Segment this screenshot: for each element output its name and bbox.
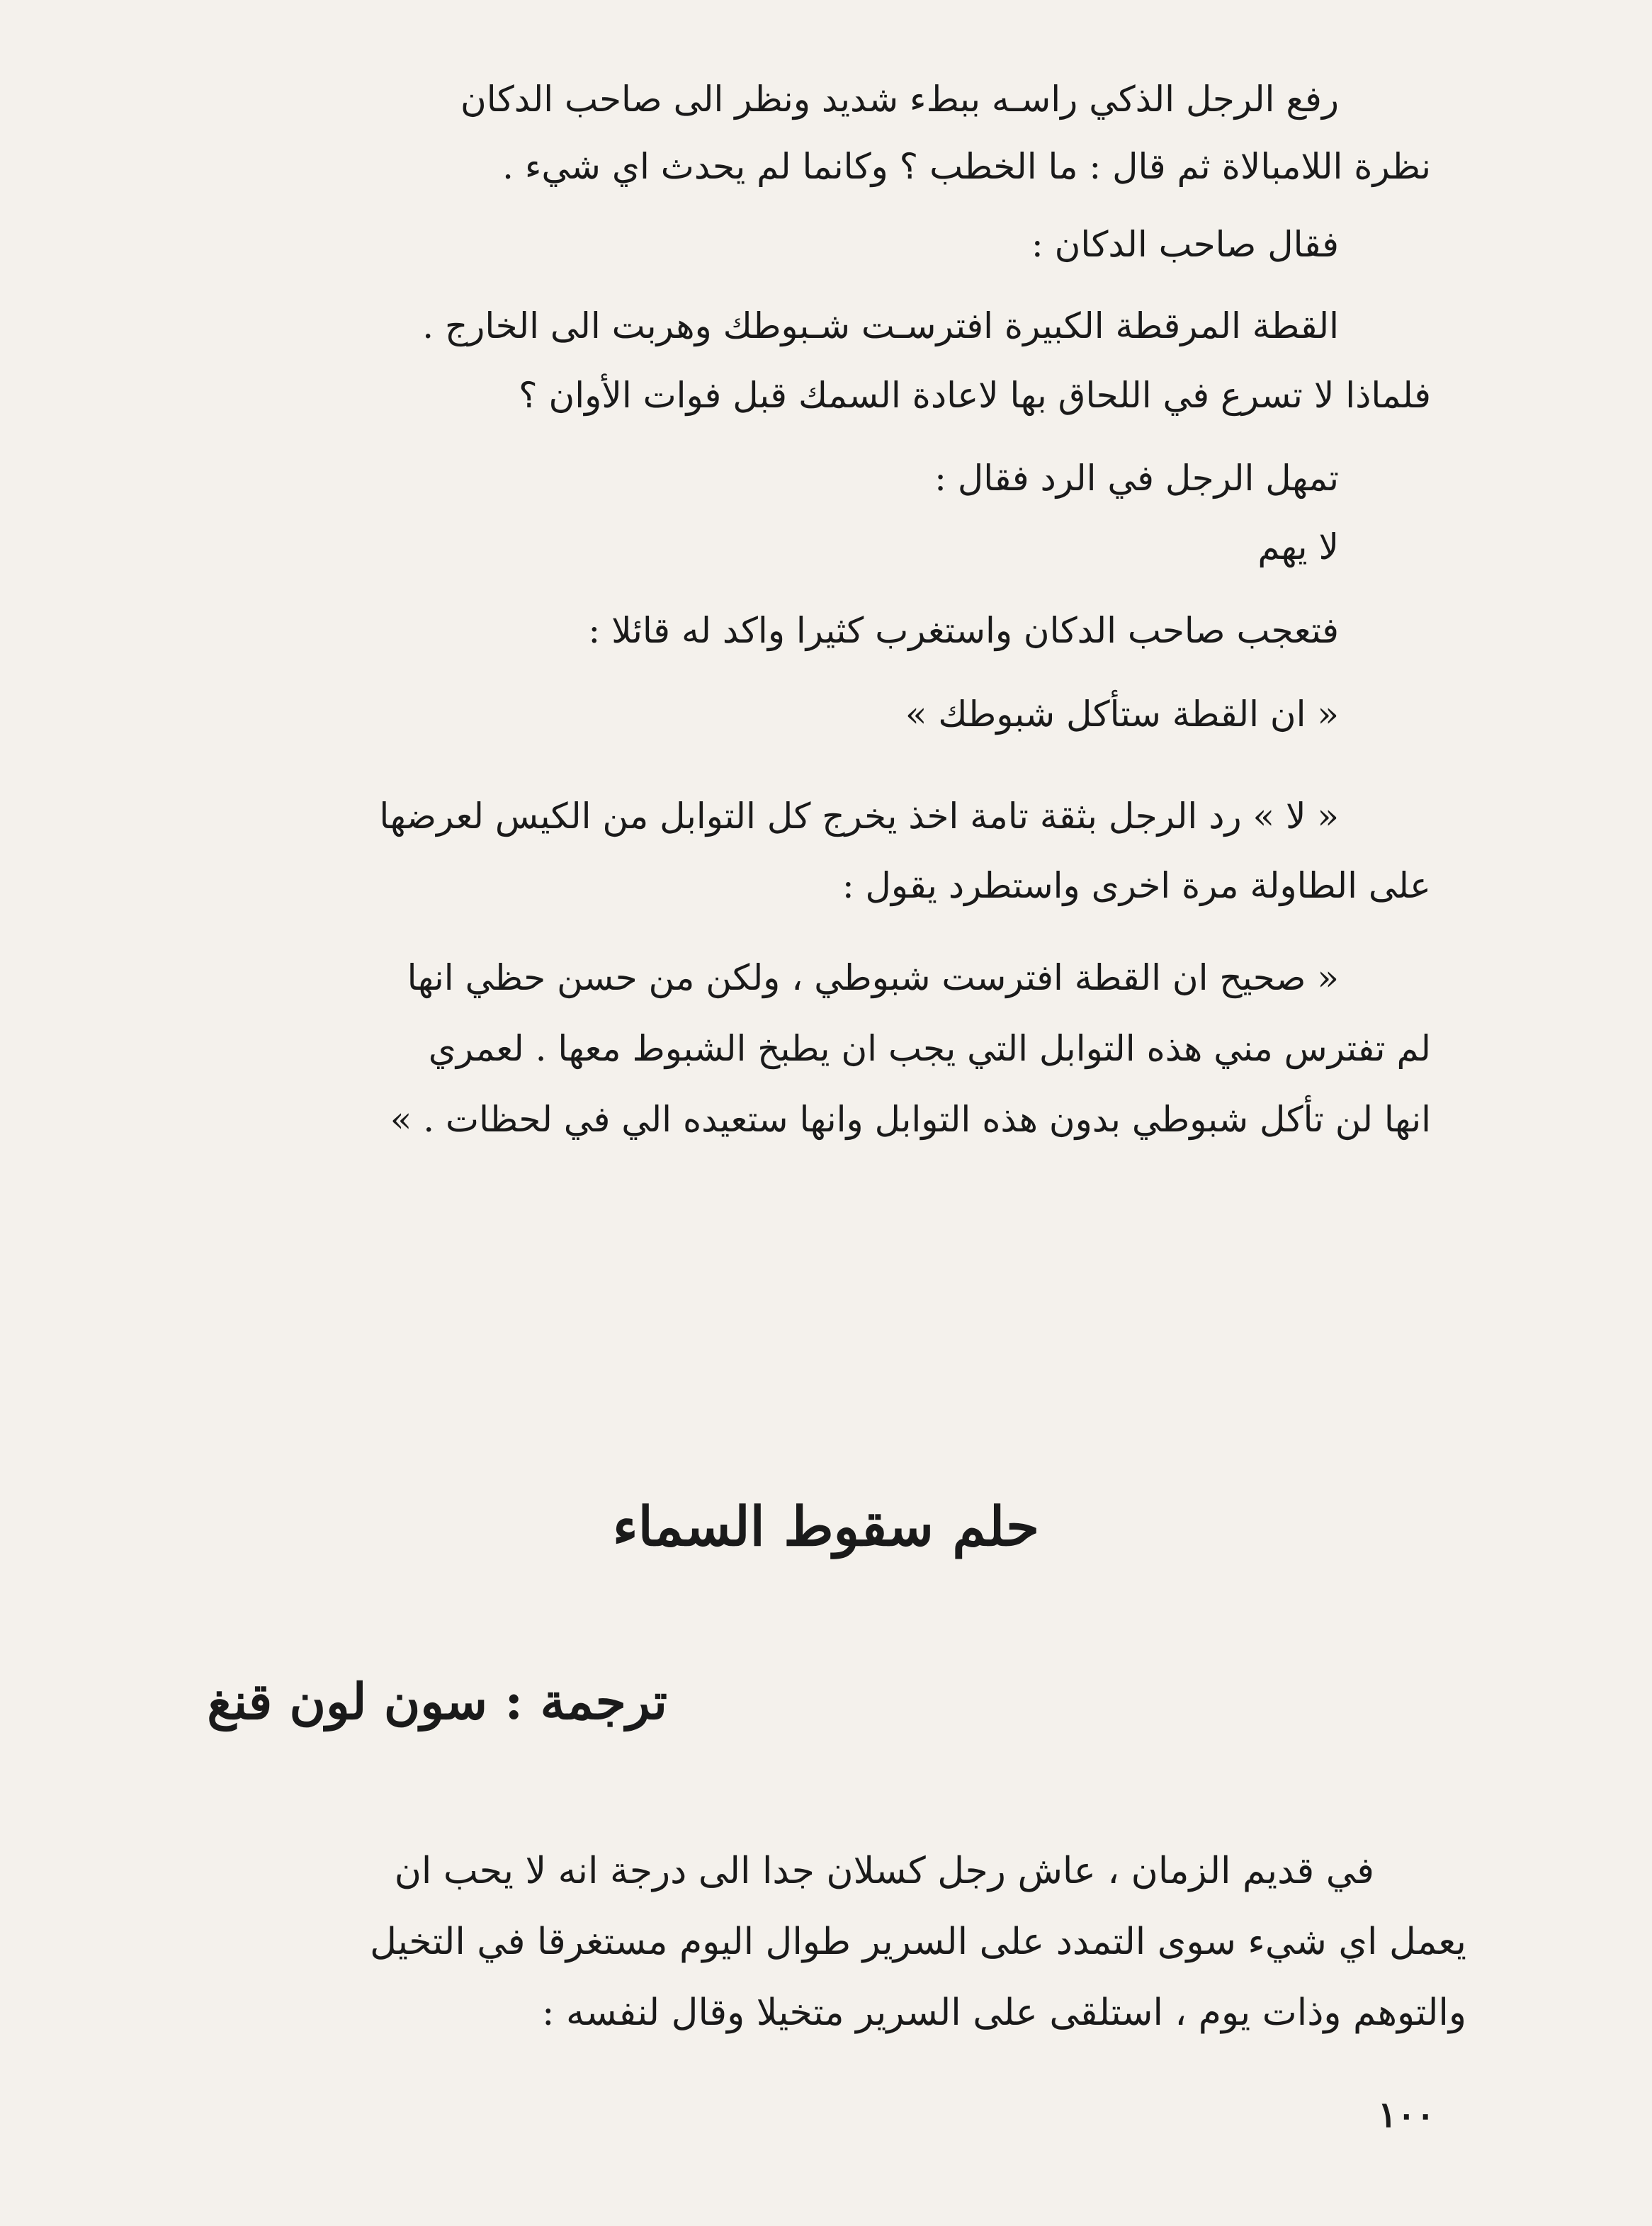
paragraph-line: لا يهم [1257,526,1339,567]
paragraph-line: نظرة اللامبالاة ثم قال : ما الخطب ؟ وكانما لم يحدث اي شيء . [502,146,1431,187]
paragraph-line: لم تفترس مني هذه التوابل التي يجب ان يطبخ الشبوط معها . لعمري [428,1028,1431,1069]
paragraph-line: والتوهم وذات يوم ، استلقى على السرير متخيلا وقال لنفسه : [541,1991,1466,2034]
top-text-section [213,78,1431,1155]
paragraph-line: في قديم الزمان ، عاش رجل كسلان جدا الى درجة انه لا يحب ان [394,1850,1374,1892]
page-number: ١٠٠ [1378,2094,1435,2135]
paragraph-line: رفع الرجل الذكي راسـه ببطء شديد ونظر الى صاحب الدكان [460,79,1339,120]
translator-credit: ترجمة : سون لون قنغ [207,1672,667,1731]
paragraph-line: على الطاولة مرة اخرى واستطرد يقول : [842,865,1431,906]
paragraph-line: « لا » رد الرجل بثقة تامة اخذ يخرج كل التوابل من الكيس لعرضها [379,796,1339,837]
paragraph-line: يعمل اي شيء سوى التمدد على السرير طوال اليوم مستغرقا في التخيل [370,1921,1466,1963]
story-title: حلم سقوط السماء [612,1495,1040,1558]
paragraph-line: القطة المرقطة الكبيرة افترسـت شـبوطك وهربت الى الخارج . [422,305,1339,346]
paragraph-line: « صحيح ان القطة افترست شبوطي ، ولكن من حسن حظي انها [407,957,1339,998]
story-text-section [234,1849,1466,2062]
paragraph-line: انها لن تأكل شبوطي بدون هذه التوابل وانها ستعيده الي في لحظات . » [390,1099,1431,1140]
paragraph-line: تمهل الرجل في الرد فقال : [934,458,1339,499]
paragraph-line: « ان القطة ستأكل شبوطك » [905,694,1339,735]
paragraph-line: فتعجب صاحب الدكان واستغرب كثيرا واكد له قائلا : [588,610,1339,651]
paragraph-line: فلماذا لا تسرع في اللحاق بها لاعادة السمك قبل فوات الأوان ؟ [519,375,1431,416]
paragraph-line: فقال صاحب الدكان : [1031,224,1339,265]
